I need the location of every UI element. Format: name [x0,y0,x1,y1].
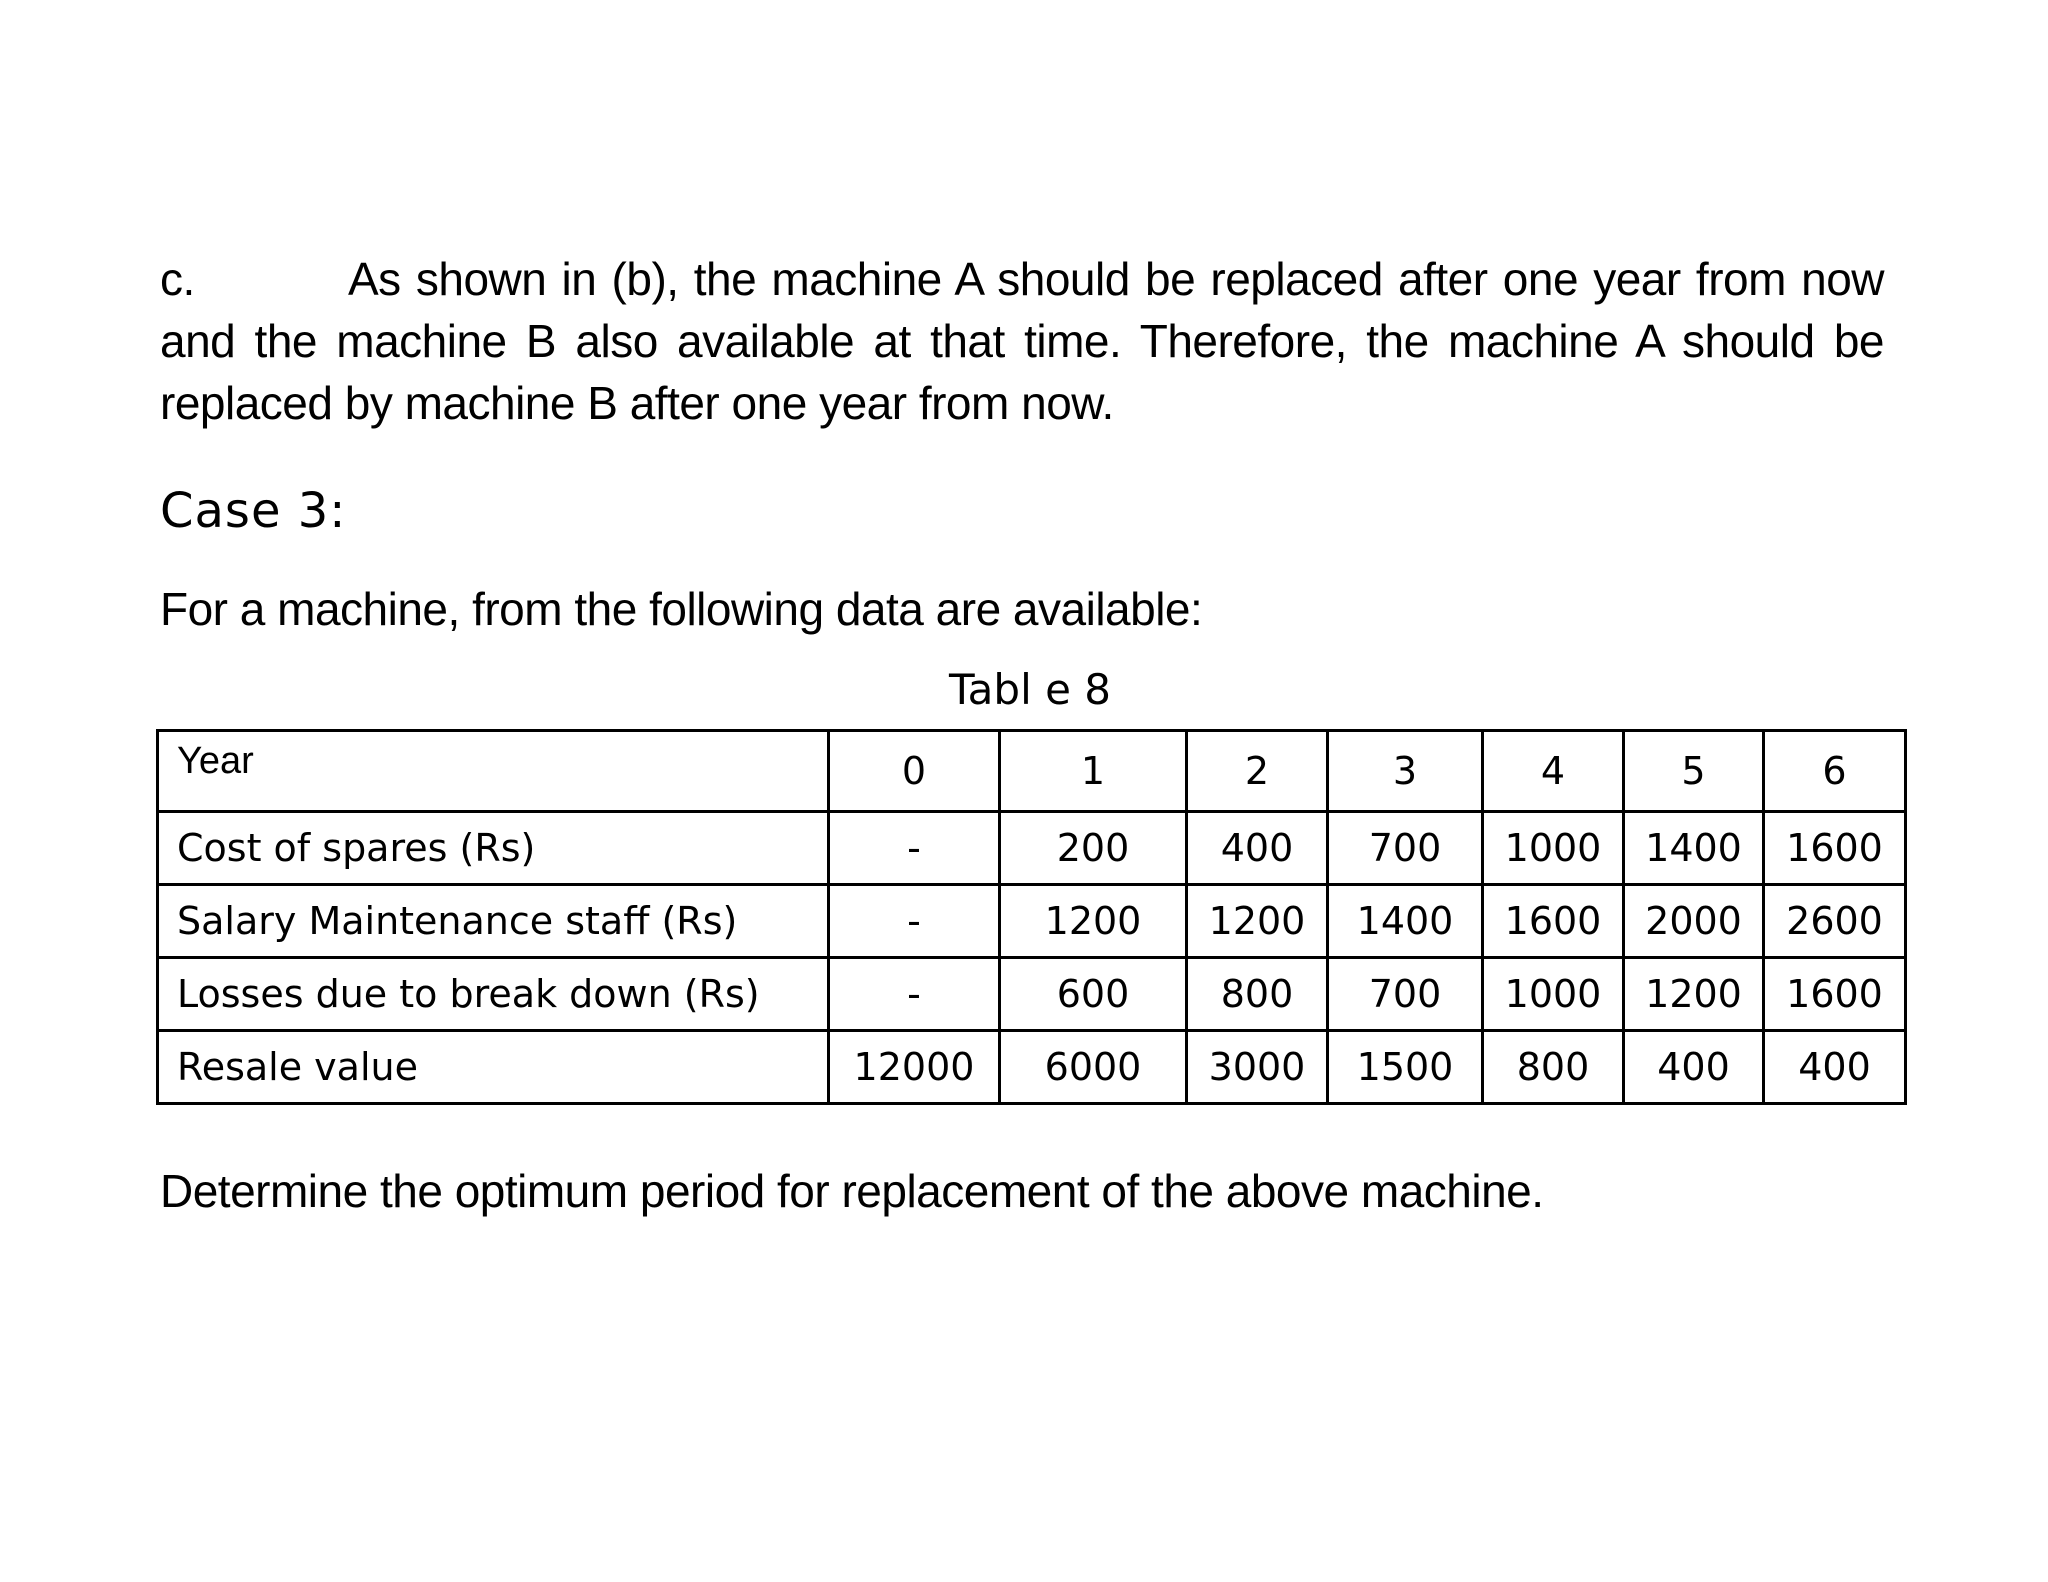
table-cell: 2600 [1764,885,1906,958]
row-label: Year [158,731,829,812]
table-cell: - [829,958,1000,1031]
table-cell: - [829,885,1000,958]
table-cell: 400 [1624,1031,1764,1104]
table-cell: 400 [1187,812,1328,885]
table-cell: 3000 [1187,1031,1328,1104]
table-cell: 5 [1624,731,1764,812]
table-cell: 400 [1764,1031,1906,1104]
paragraph-marker: c. [160,253,195,305]
row-label: Losses due to break down (Rs) [158,958,829,1031]
table-cell: 3 [1328,731,1483,812]
table-cell: 1200 [1624,958,1764,1031]
row-label: Resale value [158,1031,829,1104]
table-cell: 4 [1483,731,1624,812]
table-cell: 6 [1764,731,1906,812]
table-cell: 2000 [1624,885,1764,958]
table-cell: 1600 [1483,885,1624,958]
table-cell: 1 [1000,731,1187,812]
table-cell: 200 [1000,812,1187,885]
table-cell: 6000 [1000,1031,1187,1104]
table-cell: 1200 [1000,885,1187,958]
table-cell: 2 [1187,731,1328,812]
table-cell: 700 [1328,958,1483,1031]
table-cell: 700 [1328,812,1483,885]
table-cell: 1400 [1328,885,1483,958]
intro-text: For a machine, from the following data are available: [160,583,1203,635]
table-cell: 800 [1187,958,1328,1031]
paragraph-c-text: As shown in (b), the machine A should be replaced after one year from now and the machine B also available at that time. Therefore, the machine A should be replaced by machine B after one year from now. [160,253,1884,429]
table-cell: 1500 [1328,1031,1483,1104]
table-cell: 12000 [829,1031,1000,1104]
table-cell: 1000 [1483,958,1624,1031]
table-row-year [158,731,1906,812]
table-cell: 1400 [1624,812,1764,885]
case-heading: Case 3: [160,483,347,539]
table-cell: 1200 [1187,885,1328,958]
row-label: Salary Maintenance staff (Rs) [158,885,829,958]
table-cell: 1600 [1764,958,1906,1031]
table-cell: 1600 [1764,812,1906,885]
table-cell: 600 [1000,958,1187,1031]
table-cell: 1000 [1483,812,1624,885]
table-row-cost-of-spares [158,812,1906,885]
closing-text: Determine the optimum period for replacement of the above machine. [160,1165,1544,1217]
table-cell: 0 [829,731,1000,812]
table-row-resale-value [158,1031,1906,1104]
table-caption: Tabl e 8 [948,665,1112,714]
table-cell: - [829,812,1000,885]
table-row-salary-maintenance [158,885,1906,958]
data-table [156,729,1907,1105]
table-cell: 800 [1483,1031,1624,1104]
paragraph-c [160,248,1884,434]
row-label: Cost of spares (Rs) [158,812,829,885]
table-row-losses-breakdown [158,958,1906,1031]
